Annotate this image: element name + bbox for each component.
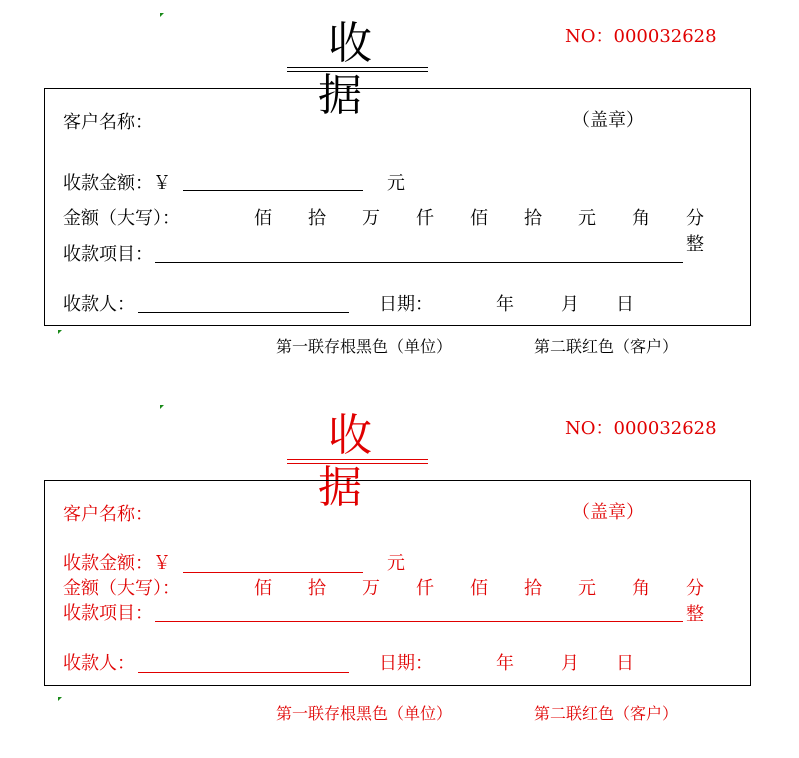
corner-mark (160, 405, 164, 409)
year-label: 年 (496, 653, 514, 674)
item-line[interactable] (155, 621, 683, 622)
unit-label: 佰 (254, 578, 272, 599)
month-label: 月 (561, 294, 579, 315)
year-label: 年 (496, 294, 514, 315)
item-label: 收款项目： (63, 603, 153, 624)
corner-mark (58, 330, 62, 334)
unit-label: 分整 (686, 208, 704, 255)
seal-label: （盖章） (572, 110, 644, 131)
receipt-copy-red (0, 392, 799, 758)
unit-label: 万 (362, 208, 380, 229)
title-underline (287, 459, 428, 460)
receipt-title: 收据 (318, 410, 410, 513)
yuan-label: 元 (387, 173, 405, 194)
item-line[interactable] (155, 262, 683, 263)
customer-name-label: 客户名称： (63, 504, 153, 525)
unit-label: 元 (578, 578, 596, 599)
receipt-title: 收据 (318, 18, 410, 121)
day-label: 日 (616, 653, 634, 674)
unit-label: 佰 (470, 578, 488, 599)
copy2-label: 第二联红色（客户） (534, 704, 679, 723)
unit-label: 佰 (254, 208, 272, 229)
payee-line[interactable] (138, 312, 349, 313)
title-underline (287, 463, 428, 464)
unit-label: 角 (632, 578, 650, 599)
copy2-label: 第二联红色（客户） (534, 337, 679, 356)
seal-label: （盖章） (572, 502, 644, 523)
unit-label: 拾 (524, 578, 542, 599)
amount-words-label: 金额（大写）： (63, 208, 180, 229)
unit-label: 拾 (308, 208, 326, 229)
payee-label: 收款人： (63, 653, 135, 674)
title-underline (287, 67, 428, 68)
amount-label: 收款金额：￥ (63, 173, 171, 194)
unit-label: 分整 (686, 578, 704, 625)
unit-label: 拾 (308, 578, 326, 599)
unit-label: 仟 (416, 208, 434, 229)
amount-line[interactable] (183, 190, 363, 191)
corner-mark (58, 697, 62, 701)
corner-mark (160, 13, 164, 17)
copy1-label: 第一联存根黑色（单位） (276, 704, 453, 723)
receipt-number: NO：000032628 (565, 26, 717, 47)
month-label: 月 (561, 653, 579, 674)
amount-label: 收款金额：￥ (63, 553, 171, 574)
unit-label: 元 (578, 208, 596, 229)
yuan-label: 元 (387, 553, 405, 574)
unit-label: 佰 (470, 208, 488, 229)
unit-label: 拾 (524, 208, 542, 229)
receipt-number: NO：000032628 (565, 418, 717, 439)
receipt-copy-black (0, 0, 799, 366)
title-underline (287, 71, 428, 72)
day-label: 日 (616, 294, 634, 315)
amount-line[interactable] (183, 572, 363, 573)
customer-name-label: 客户名称： (63, 112, 153, 133)
date-label: 日期： (379, 653, 433, 674)
unit-label: 仟 (416, 578, 434, 599)
copy1-label: 第一联存根黑色（单位） (276, 337, 453, 356)
payee-line[interactable] (138, 672, 349, 673)
payee-label: 收款人： (63, 294, 135, 315)
amount-words-label: 金额（大写）： (63, 578, 180, 599)
date-label: 日期： (379, 294, 433, 315)
unit-label: 角 (632, 208, 650, 229)
item-label: 收款项目： (63, 244, 153, 265)
unit-label: 万 (362, 578, 380, 599)
